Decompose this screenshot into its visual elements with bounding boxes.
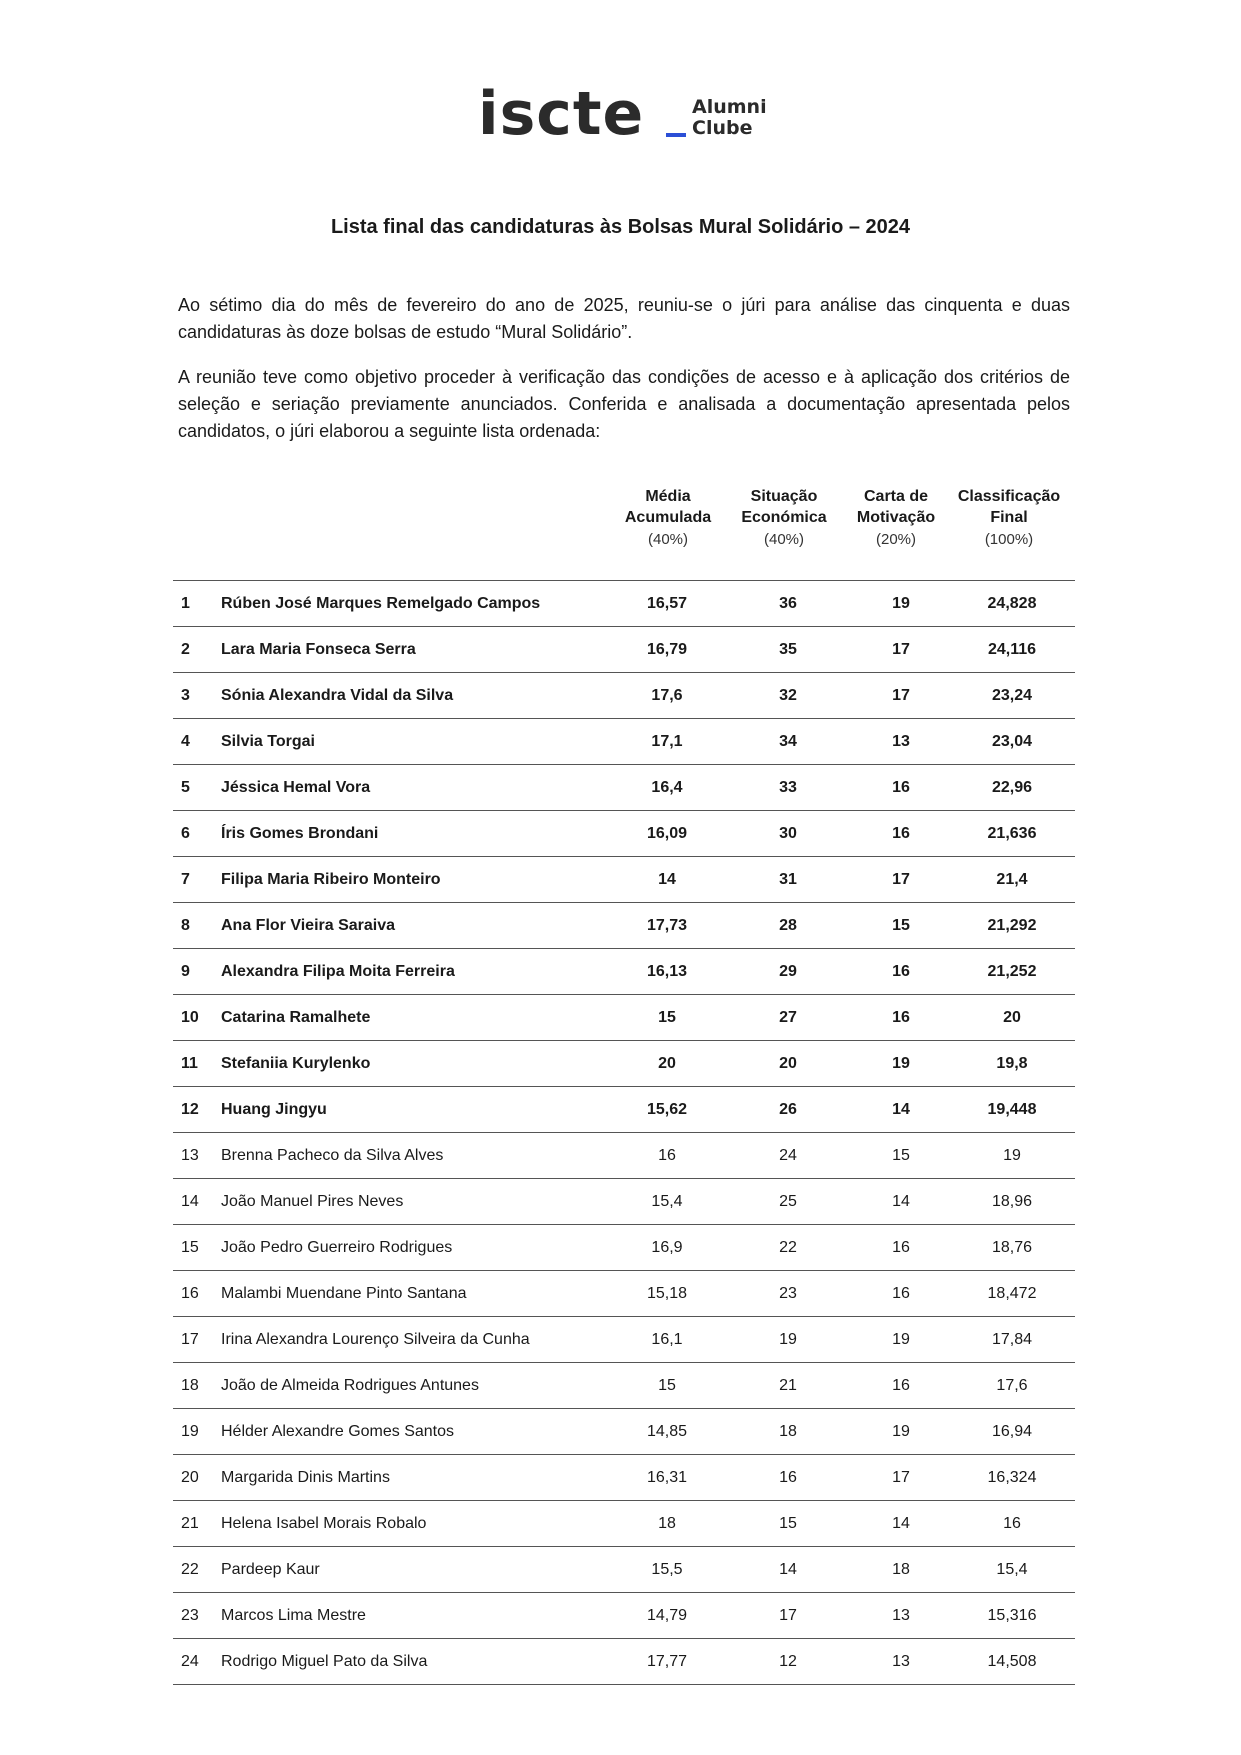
carta-motivacao-cell: 14 <box>853 1087 949 1133</box>
situacao-economica-cell: 30 <box>723 811 853 857</box>
rank-cell: 3 <box>173 673 221 719</box>
carta-motivacao-cell: 16 <box>853 765 949 811</box>
table-row <box>173 1133 1075 1179</box>
table-row <box>173 857 1075 903</box>
situacao-economica-cell: 29 <box>723 949 853 995</box>
classificacao-final-cell: 14,508 <box>949 1639 1075 1685</box>
candidate-name-cell: Sónia Alexandra Vidal da Silva <box>221 673 611 719</box>
media-acumulada-cell: 14 <box>611 857 723 903</box>
logo-subtitle-line1: Alumni <box>692 96 767 118</box>
column-header-line: Média <box>645 488 691 505</box>
rank-cell: 6 <box>173 811 221 857</box>
situacao-economica-cell: 22 <box>723 1225 853 1271</box>
media-acumulada-cell: 20 <box>611 1041 723 1087</box>
situacao-economica-cell: 23 <box>723 1271 853 1317</box>
rank-cell: 5 <box>173 765 221 811</box>
iscte-alumni-logo <box>478 79 778 149</box>
rank-cell: 14 <box>173 1179 221 1225</box>
candidates-table <box>173 580 1075 1685</box>
media-acumulada-cell: 15 <box>611 995 723 1041</box>
logo-accent-dash <box>666 133 686 137</box>
carta-motivacao-cell: 17 <box>853 673 949 719</box>
rank-cell: 23 <box>173 1593 221 1639</box>
rank-cell: 8 <box>173 903 221 949</box>
media-acumulada-cell: 16,9 <box>611 1225 723 1271</box>
media-acumulada-cell: 14,79 <box>611 1593 723 1639</box>
situacao-economica-cell: 35 <box>723 627 853 673</box>
table-row <box>173 673 1075 719</box>
classificacao-final-cell: 21,292 <box>949 903 1075 949</box>
carta-motivacao-cell: 19 <box>853 1041 949 1087</box>
classificacao-final-cell: 15,316 <box>949 1593 1075 1639</box>
situacao-economica-cell: 26 <box>723 1087 853 1133</box>
rank-cell: 18 <box>173 1363 221 1409</box>
column-header-line: Motivação <box>856 509 936 526</box>
column-header-line: Carta de <box>863 488 929 505</box>
candidate-name-cell: Margarida Dinis Martins <box>221 1455 611 1501</box>
table-row <box>173 1179 1075 1225</box>
rank-cell: 2 <box>173 627 221 673</box>
carta-motivacao-cell: 19 <box>853 1317 949 1363</box>
candidate-name-cell: Rodrigo Miguel Pato da Silva <box>221 1639 611 1685</box>
rank-cell: 9 <box>173 949 221 995</box>
classificacao-final-cell: 21,4 <box>949 857 1075 903</box>
classificacao-final-cell: 15,4 <box>949 1547 1075 1593</box>
classificacao-final-cell: 23,04 <box>949 719 1075 765</box>
candidate-name-cell: Hélder Alexandre Gomes Santos <box>221 1409 611 1455</box>
media-acumulada-cell: 15 <box>611 1363 723 1409</box>
table-row <box>173 627 1075 673</box>
situacao-economica-cell: 34 <box>723 719 853 765</box>
table-row <box>173 995 1075 1041</box>
carta-motivacao-cell: 16 <box>853 949 949 995</box>
situacao-economica-cell: 14 <box>723 1547 853 1593</box>
candidate-name-cell: João Manuel Pires Neves <box>221 1179 611 1225</box>
table-row <box>173 1363 1075 1409</box>
carta-motivacao-cell: 16 <box>853 1271 949 1317</box>
carta-motivacao-cell: 18 <box>853 1547 949 1593</box>
classificacao-final-cell: 23,24 <box>949 673 1075 719</box>
classificacao-final-cell: 21,252 <box>949 949 1075 995</box>
rank-cell: 10 <box>173 995 221 1041</box>
classificacao-final-cell: 18,96 <box>949 1179 1075 1225</box>
column-header-media-acumulada <box>608 486 728 550</box>
media-acumulada-cell: 15,4 <box>611 1179 723 1225</box>
media-acumulada-cell: 16,79 <box>611 627 723 673</box>
table-row <box>173 1317 1075 1363</box>
situacao-economica-cell: 31 <box>723 857 853 903</box>
rank-cell: 13 <box>173 1133 221 1179</box>
classificacao-final-cell: 19,8 <box>949 1041 1075 1087</box>
classificacao-final-cell: 18,76 <box>949 1225 1075 1271</box>
situacao-economica-cell: 21 <box>723 1363 853 1409</box>
classificacao-final-cell: 16 <box>949 1501 1075 1547</box>
candidate-name-cell: Filipa Maria Ribeiro Monteiro <box>221 857 611 903</box>
carta-motivacao-cell: 13 <box>853 719 949 765</box>
rank-cell: 1 <box>173 581 221 627</box>
column-header-weight: (40%) <box>763 531 804 548</box>
rank-cell: 12 <box>173 1087 221 1133</box>
carta-motivacao-cell: 16 <box>853 1225 949 1271</box>
situacao-economica-cell: 16 <box>723 1455 853 1501</box>
carta-motivacao-cell: 16 <box>853 1363 949 1409</box>
situacao-economica-cell: 24 <box>723 1133 853 1179</box>
rank-cell: 4 <box>173 719 221 765</box>
rank-cell: 22 <box>173 1547 221 1593</box>
column-header-situacao-economica <box>724 486 844 550</box>
media-acumulada-cell: 17,1 <box>611 719 723 765</box>
classificacao-final-cell: 18,472 <box>949 1271 1075 1317</box>
carta-motivacao-cell: 16 <box>853 811 949 857</box>
candidate-name-cell: Helena Isabel Morais Robalo <box>221 1501 611 1547</box>
media-acumulada-cell: 16,57 <box>611 581 723 627</box>
classificacao-final-cell: 19,448 <box>949 1087 1075 1133</box>
column-header-line: Económica <box>741 509 827 526</box>
candidate-name-cell: Ana Flor Vieira Saraiva <box>221 903 611 949</box>
logo-wordmark: iscte <box>478 79 645 149</box>
logo-subtitle-line2: Clube <box>692 117 753 139</box>
table-row <box>173 949 1075 995</box>
carta-motivacao-cell: 19 <box>853 1409 949 1455</box>
rank-cell: 17 <box>173 1317 221 1363</box>
carta-motivacao-cell: 14 <box>853 1501 949 1547</box>
candidate-name-cell: João de Almeida Rodrigues Antunes <box>221 1363 611 1409</box>
candidate-name-cell: Catarina Ramalhete <box>221 995 611 1041</box>
situacao-economica-cell: 27 <box>723 995 853 1041</box>
situacao-economica-cell: 18 <box>723 1409 853 1455</box>
situacao-economica-cell: 25 <box>723 1179 853 1225</box>
candidate-name-cell: Marcos Lima Mestre <box>221 1593 611 1639</box>
table-row <box>173 903 1075 949</box>
classificacao-final-cell: 22,96 <box>949 765 1075 811</box>
rank-cell: 15 <box>173 1225 221 1271</box>
classificacao-final-cell: 21,636 <box>949 811 1075 857</box>
media-acumulada-cell: 16,13 <box>611 949 723 995</box>
media-acumulada-cell: 15,5 <box>611 1547 723 1593</box>
situacao-economica-cell: 17 <box>723 1593 853 1639</box>
column-header-line: Situação <box>750 488 818 505</box>
table-row <box>173 1409 1075 1455</box>
table-row <box>173 1455 1075 1501</box>
column-header-weight: (20%) <box>875 531 916 548</box>
table-row <box>173 581 1075 627</box>
intro-paragraph-2: A reunião teve como objetivo proceder à verificação das condições de acesso e à aplicação dos critérios de seleção e seriação previamente anunciados. Conferida e analisada a documentação apresentada pelos candidatos, o júri elaborou a seguinte lista ordenada: <box>178 367 1070 441</box>
logo-subtitle <box>692 97 767 139</box>
media-acumulada-cell: 15,62 <box>611 1087 723 1133</box>
table-row <box>173 1271 1075 1317</box>
table-row <box>173 765 1075 811</box>
candidate-name-cell: Huang Jingyu <box>221 1087 611 1133</box>
candidate-name-cell: Pardeep Kaur <box>221 1547 611 1593</box>
carta-motivacao-cell: 14 <box>853 1179 949 1225</box>
media-acumulada-cell: 17,73 <box>611 903 723 949</box>
document-title: Lista final das candidaturas às Bolsas Mural Solidário – 2024 <box>330 216 911 238</box>
situacao-economica-cell: 32 <box>723 673 853 719</box>
candidate-name-cell: Irina Alexandra Lourenço Silveira da Cunha <box>221 1317 611 1363</box>
situacao-economica-cell: 33 <box>723 765 853 811</box>
carta-motivacao-cell: 15 <box>853 1133 949 1179</box>
situacao-economica-cell: 28 <box>723 903 853 949</box>
candidate-name-cell: Silvia Torgai <box>221 719 611 765</box>
media-acumulada-cell: 16,1 <box>611 1317 723 1363</box>
situacao-economica-cell: 19 <box>723 1317 853 1363</box>
carta-motivacao-cell: 17 <box>853 1455 949 1501</box>
rank-cell: 21 <box>173 1501 221 1547</box>
candidate-name-cell: Rúben José Marques Remelgado Campos <box>221 581 611 627</box>
media-acumulada-cell: 16,09 <box>611 811 723 857</box>
table-row <box>173 1225 1075 1271</box>
media-acumulada-cell: 16,31 <box>611 1455 723 1501</box>
carta-motivacao-cell: 13 <box>853 1593 949 1639</box>
classificacao-final-cell: 24,116 <box>949 627 1075 673</box>
candidates-table-body <box>173 581 1075 1685</box>
carta-motivacao-cell: 17 <box>853 857 949 903</box>
column-header-weight: (100%) <box>984 531 1034 548</box>
classificacao-final-cell: 17,84 <box>949 1317 1075 1363</box>
table-row <box>173 1501 1075 1547</box>
rank-cell: 7 <box>173 857 221 903</box>
classificacao-final-cell: 16,324 <box>949 1455 1075 1501</box>
rank-cell: 24 <box>173 1639 221 1685</box>
media-acumulada-cell: 15,18 <box>611 1271 723 1317</box>
intro-paragraph-1: Ao sétimo dia do mês de fevereiro do ano de 2025, reuniu-se o júri para análise das cinquenta e duas candidaturas às doze bolsas de estudo “Mural Solidário”. <box>178 295 1070 342</box>
carta-motivacao-cell: 16 <box>853 995 949 1041</box>
table-row <box>173 1547 1075 1593</box>
candidate-name-cell: Jéssica Hemal Vora <box>221 765 611 811</box>
rank-cell: 11 <box>173 1041 221 1087</box>
column-header-line: Classificação <box>957 488 1061 505</box>
candidate-name-cell: Brenna Pacheco da Silva Alves <box>221 1133 611 1179</box>
candidate-name-cell: Íris Gomes Brondani <box>221 811 611 857</box>
media-acumulada-cell: 14,85 <box>611 1409 723 1455</box>
table-row <box>173 1639 1075 1685</box>
rank-cell: 16 <box>173 1271 221 1317</box>
candidate-name-cell: Malambi Muendane Pinto Santana <box>221 1271 611 1317</box>
situacao-economica-cell: 36 <box>723 581 853 627</box>
candidate-name-cell: Stefaniia Kurylenko <box>221 1041 611 1087</box>
table-row <box>173 1593 1075 1639</box>
rank-cell: 20 <box>173 1455 221 1501</box>
carta-motivacao-cell: 17 <box>853 627 949 673</box>
classificacao-final-cell: 24,828 <box>949 581 1075 627</box>
column-header-classificacao-final <box>944 486 1074 550</box>
media-acumulada-cell: 16,4 <box>611 765 723 811</box>
classificacao-final-cell: 19 <box>949 1133 1075 1179</box>
classificacao-final-cell: 16,94 <box>949 1409 1075 1455</box>
media-acumulada-cell: 17,77 <box>611 1639 723 1685</box>
table-row <box>173 719 1075 765</box>
rank-cell: 19 <box>173 1409 221 1455</box>
media-acumulada-cell: 17,6 <box>611 673 723 719</box>
carta-motivacao-cell: 13 <box>853 1639 949 1685</box>
carta-motivacao-cell: 15 <box>853 903 949 949</box>
candidate-name-cell: Lara Maria Fonseca Serra <box>221 627 611 673</box>
media-acumulada-cell: 18 <box>611 1501 723 1547</box>
column-header-line: Acumulada <box>624 509 712 526</box>
table-row <box>173 1087 1075 1133</box>
classificacao-final-cell: 17,6 <box>949 1363 1075 1409</box>
classificacao-final-cell: 20 <box>949 995 1075 1041</box>
situacao-economica-cell: 15 <box>723 1501 853 1547</box>
situacao-economica-cell: 20 <box>723 1041 853 1087</box>
situacao-economica-cell: 12 <box>723 1639 853 1685</box>
table-row <box>173 811 1075 857</box>
candidate-name-cell: Alexandra Filipa Moita Ferreira <box>221 949 611 995</box>
table-row <box>173 1041 1075 1087</box>
candidate-name-cell: João Pedro Guerreiro Rodrigues <box>221 1225 611 1271</box>
media-acumulada-cell: 16 <box>611 1133 723 1179</box>
column-header-carta-motivacao <box>836 486 956 550</box>
column-header-line: Final <box>990 509 1028 526</box>
carta-motivacao-cell: 19 <box>853 581 949 627</box>
column-header-weight: (40%) <box>647 531 688 548</box>
